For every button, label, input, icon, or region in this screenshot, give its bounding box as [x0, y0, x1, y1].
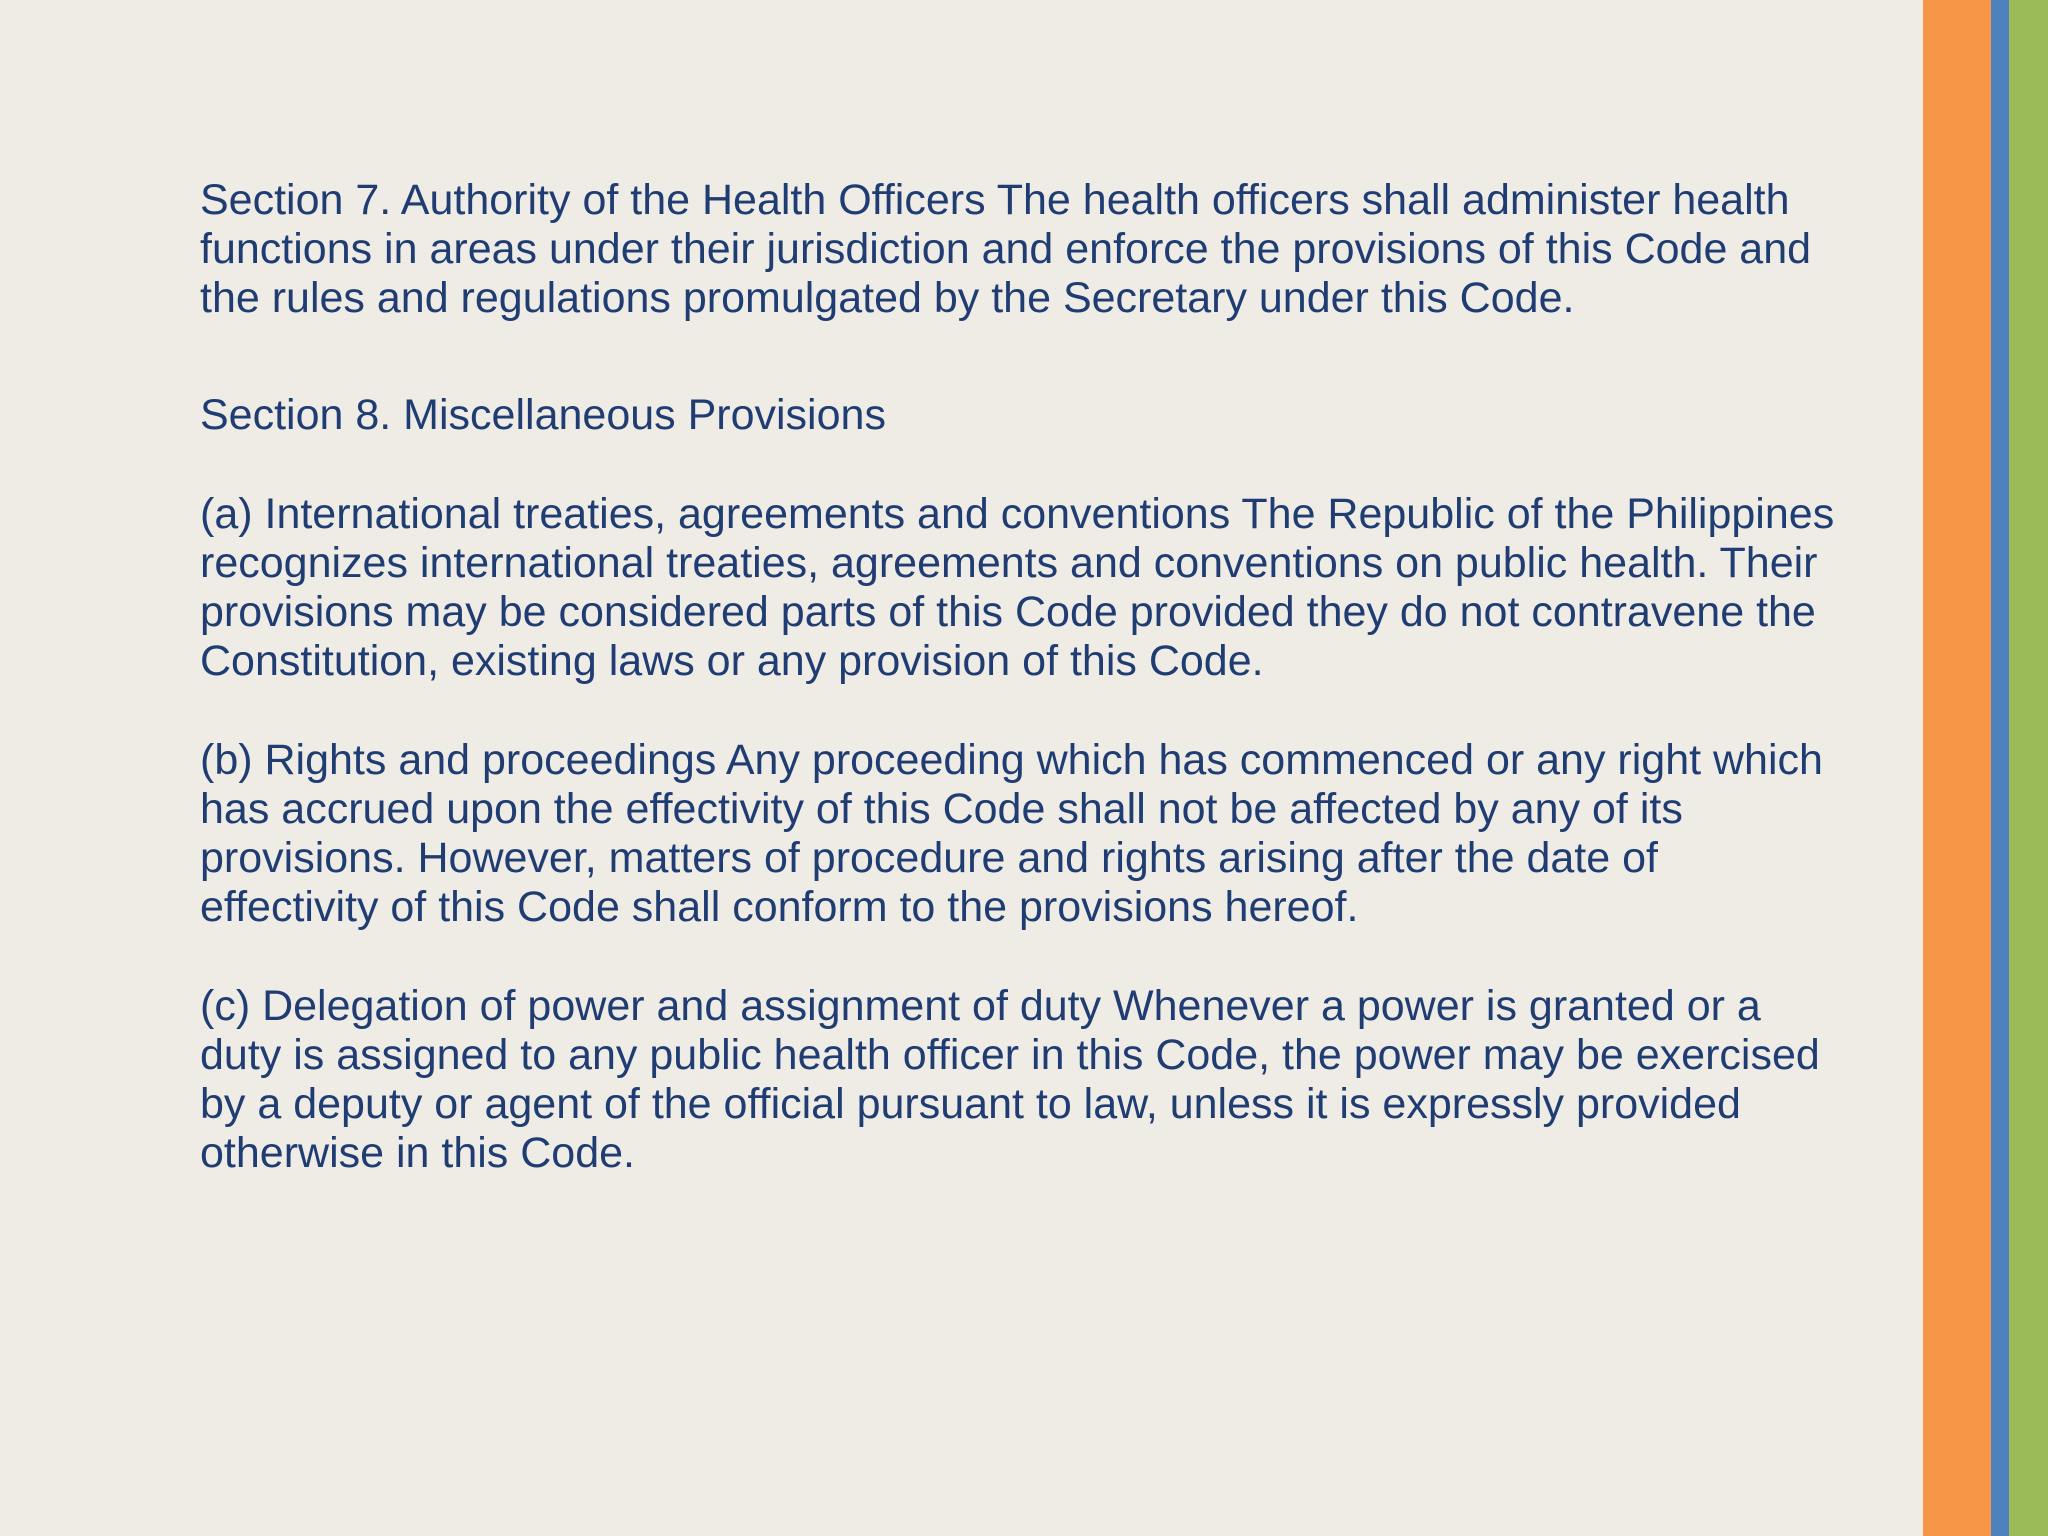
section-7-paragraph: Section 7. Authority of the Health Officers The health officers shall administer health functions in areas under their jurisdiction and enforce the provisions of this Code and the rules and regulations promulgated by the Secretary under this Code.: [200, 176, 1812, 322]
slide-body: [200, 176, 1840, 1178]
provision-a-paragraph: (a) International treaties, agreements and conventions The Republic of the Philippines recognizes international treaties, agreements and conventions on public health. Their provisions may be considered parts of this Code provided they do not contravene the Constitution, existing laws or any provision of this Code.: [200, 490, 1835, 685]
section-8-heading: Section 8. Miscellaneous Provisions: [200, 391, 886, 439]
orange-accent-stripe: [1923, 0, 1991, 1536]
provision-c-paragraph: (c) Delegation of power and assignment of duty Whenever a power is granted or a duty is assigned to any public health officer in this Code, the power may be exercised by a deputy or agent of the official pursuant to law, unless it is expressly provided otherwise in this Code.: [200, 982, 1820, 1177]
green-accent-stripe: [2009, 0, 2048, 1536]
provision-b-paragraph: (b) Rights and proceedings Any proceeding which has commenced or any right which has accrued upon the effectivity of this Code shall not be affected by any of its provisions. However, matters of procedure and rights arising after the date of effectivity of this Code shall conform to the provisions hereof.: [200, 736, 1823, 931]
blue-accent-stripe: [1991, 0, 2009, 1536]
